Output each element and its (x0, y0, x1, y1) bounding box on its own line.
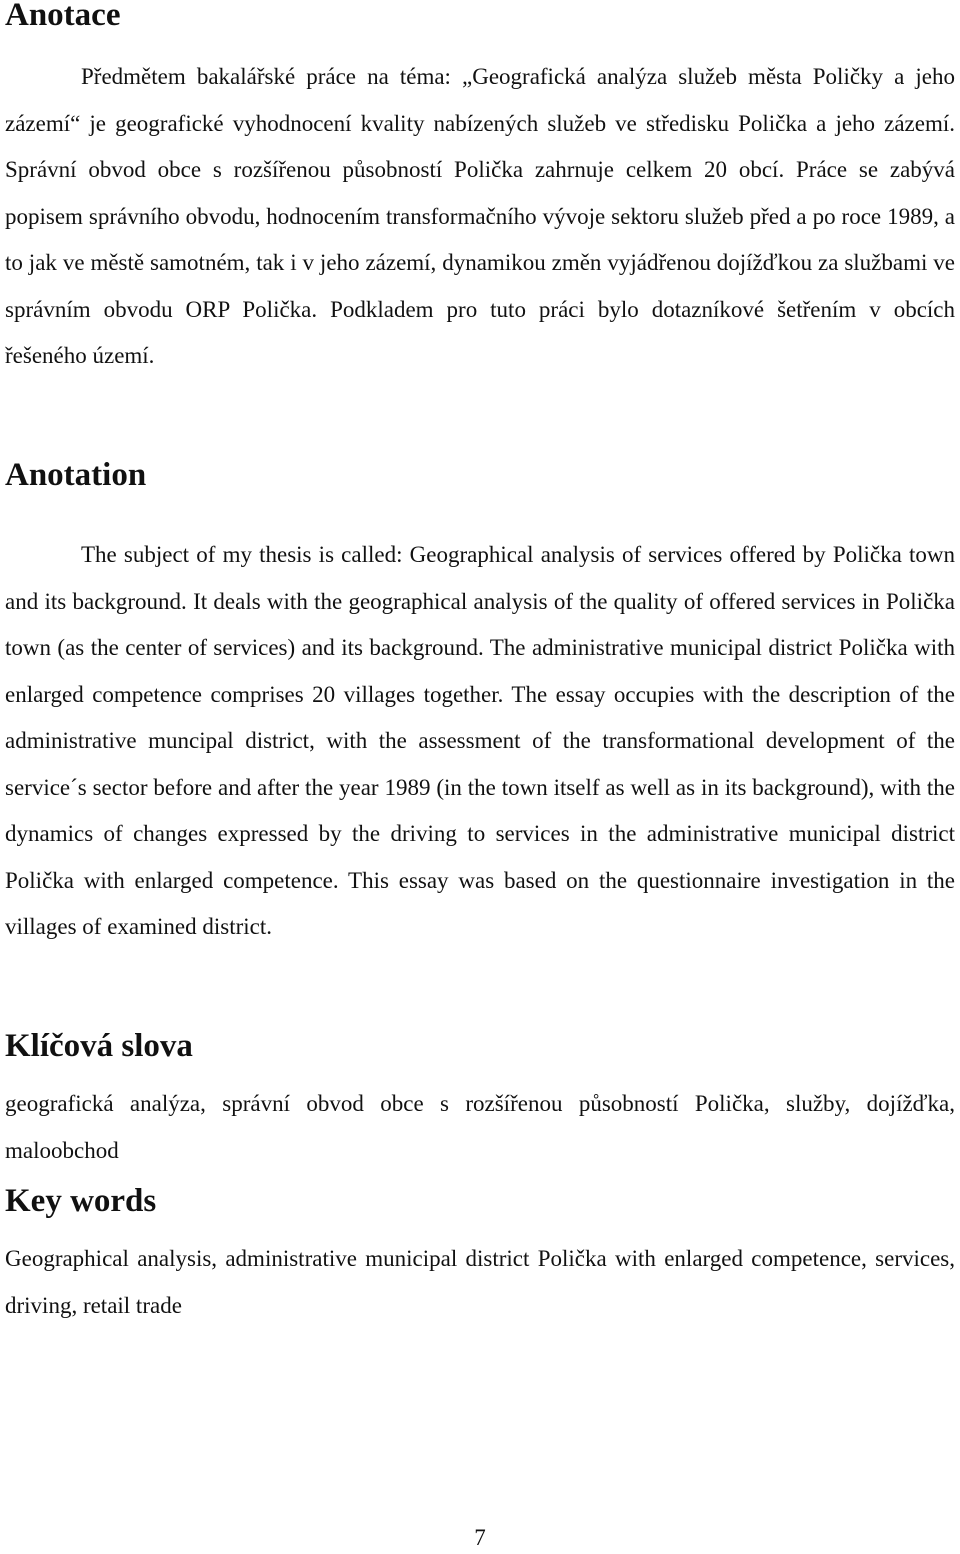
klicova-slova-paragraph: geografická analýza, správní obvod obce s rozšířenou působností Polička, služby, dojížďka, maloobchod (5, 1091, 955, 1163)
anotation-heading: Anotation (5, 457, 147, 493)
key-words-heading: Key words (5, 1183, 157, 1219)
key-words-paragraph: Geographical analysis, administrative municipal district Polička with enlarged competence, services, driving, retail trade (5, 1246, 955, 1318)
anotace-paragraph: Předmětem bakalářské práce na téma: „Geografická analýza služeb města Poličky a jeho zázemí“ je geografické vyhodnocení kvality nabízených služeb ve středisku Polička a jeho zázemí. Správní obvod obce s rozšířenou působností Polička zahrnuje celkem 20 obcí. Práce se zabývá popisem správního obvodu, hodnocením transformačního vývoje sektoru služeb před a po roce 1989, a to jak ve městě samotném, tak i v jeho zázemí, dynamikou změn vyjádřenou dojížďkou za službami ve správním obvodu ORP Polička. Podkladem pro tuto práci bylo dotazníkové šetřením v obcích řešeného území. (5, 64, 955, 368)
page-number: 7 (474, 1525, 486, 1550)
anotace-heading: Anotace (5, 0, 121, 33)
anotation-paragraph: The subject of my thesis is called: Geographical analysis of services offered by Polička town and its background. It deals with the geographical analysis of the quality of offered services in Polička town (as the center of services) and its background. The administrative municipal district Polička with enlarged competence comprises 20 villages together. The essay occupies with the description of the administrative muncipal district, with the assessment of the transformational development of the service´s sector before and after the year 1989 (in the town itself as well as in its background), with the dynamics of changes expressed by the driving to services in the administrative municipal district Polička with enlarged competence. This essay was based on the questionnaire investigation in the villages of examined district. (5, 542, 955, 939)
klicova-slova-heading: Klíčová slova (5, 1028, 193, 1064)
